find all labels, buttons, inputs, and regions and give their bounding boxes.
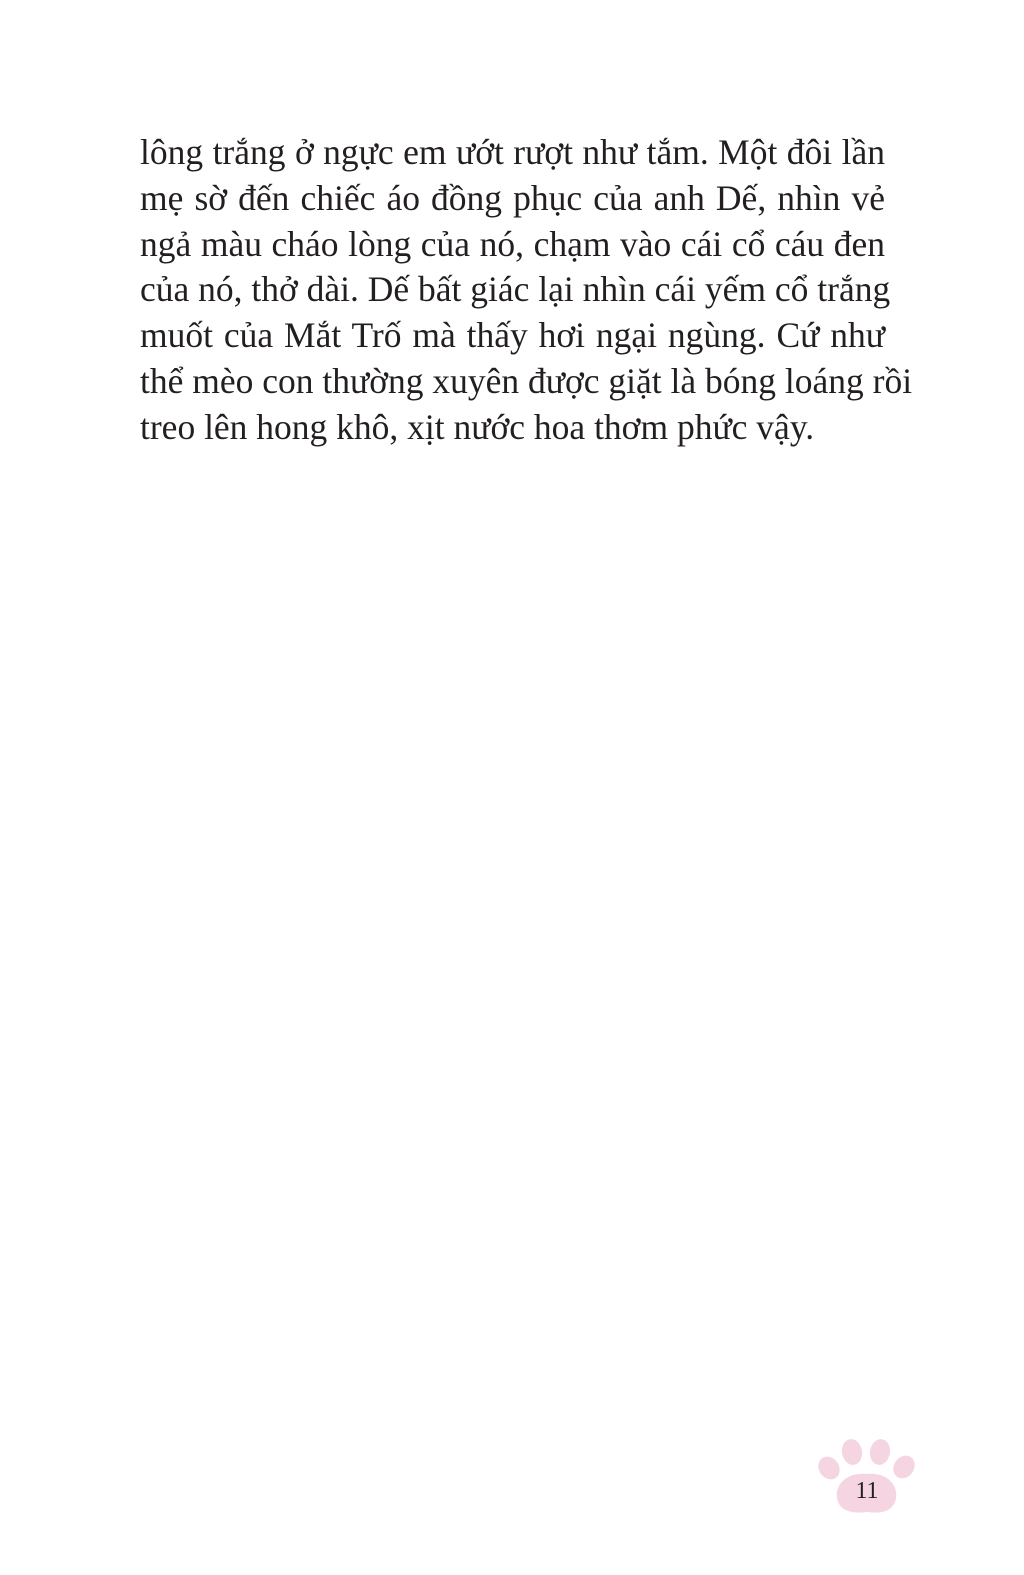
- text-line: muốt của Mắt Trố mà thấy hơi ngại ngùng. Cứ như: [140, 315, 885, 356]
- text-line: lông trắng ở ngực em ướt rượt như tắm. Một đôi lần: [140, 132, 885, 172]
- text-line: của nó, thở dài. Dế bất giác lại nhìn cái yếm cổ trắng: [140, 269, 891, 310]
- text-line: thể mèo con thường xuyên được giặt là bóng loáng rồi: [140, 360, 913, 401]
- page-folio: [812, 1436, 922, 1520]
- text-line: treo lên hong khô, xịt nước hoa thơm phức vậy.: [140, 406, 815, 447]
- body-paragraph: [140, 130, 913, 451]
- text-line: ngả màu cháo lòng của nó, chạm vào cái cổ cáu đen: [140, 223, 885, 264]
- page-number: 11: [855, 1478, 879, 1504]
- text-line: mẹ sờ đến chiếc áo đồng phục của anh Dế, nhìn vẻ: [140, 177, 885, 218]
